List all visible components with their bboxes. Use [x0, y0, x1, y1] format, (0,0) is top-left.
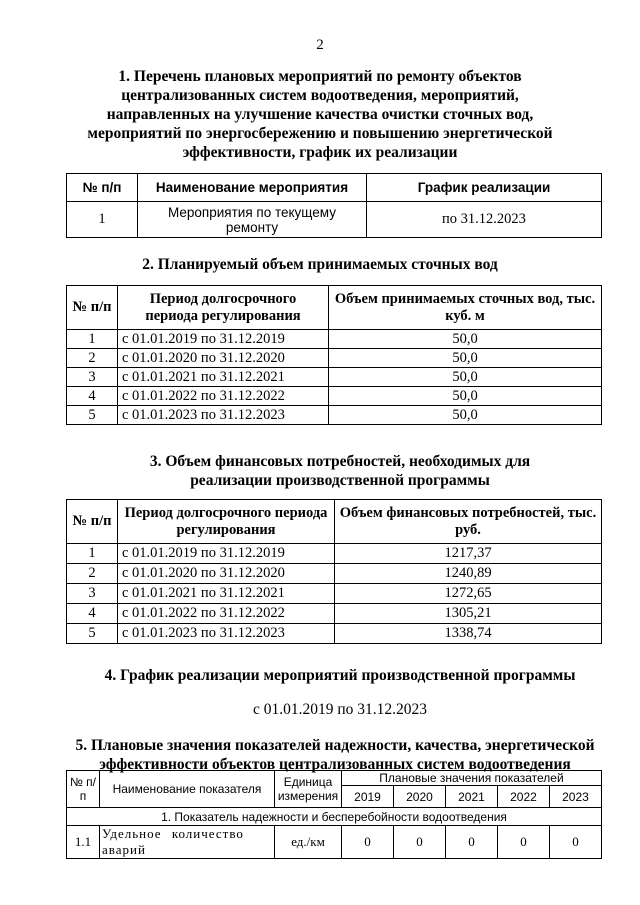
cell-num: 5: [67, 624, 118, 644]
table-header-row: [67, 286, 602, 330]
cell-value: 0: [445, 826, 497, 859]
page-number: 2: [316, 37, 324, 53]
header-year: 2019: [342, 786, 394, 808]
cell-value: 50,0: [329, 406, 602, 425]
header-schedule: График реализации: [367, 174, 602, 202]
cell-activity: Мероприятия по текущему ремонту: [138, 202, 367, 238]
cell-num: 1.1: [67, 826, 100, 859]
cell-period: с 01.01.2021 по 31.12.2021: [118, 584, 335, 604]
cell-period: с 01.01.2021 по 31.12.2021: [118, 368, 329, 387]
header-volume: Объем принимаемых сточных вод, тыс. куб. м: [329, 286, 602, 330]
cell-schedule: по 31.12.2023: [367, 202, 602, 238]
header-num: № п/п: [67, 500, 118, 544]
table-header-row: [67, 771, 602, 786]
header-indicator: Наименование показателя: [100, 771, 275, 808]
cell-value: 1338,74: [335, 624, 602, 644]
cell-value: 1272,65: [335, 584, 602, 604]
header-activity: Наименование мероприятия: [138, 174, 367, 202]
cell-period: с 01.01.2023 по 31.12.2023: [118, 406, 329, 425]
section5-title-line: 5. Плановые значения показателей надежности, качества, энергетической: [75, 737, 595, 754]
cell-period: с 01.01.2023 по 31.12.2023: [118, 624, 335, 644]
section5-title: [10, 736, 640, 774]
cell-value: 1305,21: [335, 604, 602, 624]
section3-title-line: реализации производственной программы: [190, 472, 490, 489]
table-row: [67, 604, 602, 624]
cell-num: 2: [67, 564, 118, 584]
table-row: [67, 387, 602, 406]
cell-unit: ед./км: [275, 826, 342, 859]
header-planned: Плановые значения показателей: [342, 771, 602, 786]
group-title: 1. Показатель надежности и бесперебойности водоотведения: [67, 808, 602, 826]
header-year: 2023: [549, 786, 601, 808]
cell-period: с 01.01.2020 по 31.12.2020: [118, 564, 335, 584]
table-row: [67, 564, 602, 584]
table-row: [67, 826, 602, 859]
header-period: Период долгосрочного периода регулирования: [118, 500, 335, 544]
section2-title: 2. Планируемый объем принимаемых сточных вод: [142, 256, 498, 273]
section4-title: 4. График реализации мероприятий производственной программы: [104, 667, 576, 684]
cell-value: 0: [549, 826, 601, 859]
section1-title-line: мероприятий по энергосбережению и повышению энергетической: [87, 125, 553, 142]
table-row: [67, 202, 602, 238]
table-group-row: [67, 808, 602, 826]
cell-num: 5: [67, 406, 118, 425]
header-num: № п/п: [67, 286, 118, 330]
cell-value: 0: [393, 826, 445, 859]
cell-value: 0: [497, 826, 549, 859]
cell-value: 50,0: [329, 330, 602, 349]
cell-value: 50,0: [329, 349, 602, 368]
section1-title-line: эффективности, график их реализации: [182, 144, 458, 161]
cell-period: с 01.01.2022 по 31.12.2022: [118, 387, 329, 406]
table-header-row: [67, 500, 602, 544]
header-num: № п/п: [67, 771, 100, 808]
cell-num: 1: [67, 202, 138, 238]
section1-title: [20, 67, 620, 162]
section5-title-line: эффективности объектов централизованных систем водоотведения: [99, 756, 571, 773]
table-row: [67, 624, 602, 644]
cell-value: 1217,37: [335, 544, 602, 564]
table-header-row: [67, 174, 602, 202]
section2-table: [66, 285, 602, 425]
cell-value: 50,0: [329, 387, 602, 406]
cell-period: с 01.01.2019 по 31.12.2019: [118, 544, 335, 564]
section1-title-line: централизованных систем водоотведения, мероприятий,: [121, 87, 519, 104]
section3-title: [10, 452, 640, 490]
cell-num: 4: [67, 604, 118, 624]
header-year: 2022: [497, 786, 549, 808]
section4-period: с 01.01.2019 по 31.12.2023: [252, 701, 428, 718]
cell-period: с 01.01.2020 по 31.12.2020: [118, 349, 329, 368]
section1-title-line: направленных на улучшение качества очистки сточных вод,: [106, 106, 534, 123]
cell-num: 3: [67, 584, 118, 604]
cell-num: 2: [67, 349, 118, 368]
section5-table: [66, 770, 602, 859]
header-period: Период долгосрочного периода регулирования: [118, 286, 329, 330]
table-row: [67, 368, 602, 387]
section1-table: [66, 173, 602, 238]
header-year: 2020: [393, 786, 445, 808]
header-num: № п/п: [67, 174, 138, 202]
cell-num: 4: [67, 387, 118, 406]
cell-period: с 01.01.2022 по 31.12.2022: [118, 604, 335, 624]
cell-value: 1240,89: [335, 564, 602, 584]
table-row: [67, 584, 602, 604]
cell-num: 1: [67, 330, 118, 349]
table-row: [67, 406, 602, 425]
table-row: [67, 349, 602, 368]
table-row: [67, 330, 602, 349]
section1-title-line: 1. Перечень плановых мероприятий по ремонту объектов: [118, 68, 522, 85]
section3-table: [66, 499, 602, 644]
cell-value: 50,0: [329, 368, 602, 387]
cell-period: с 01.01.2019 по 31.12.2019: [118, 330, 329, 349]
table-row: [67, 544, 602, 564]
cell-num: 3: [67, 368, 118, 387]
section3-title-line: 3. Объем финансовых потребностей, необходимых для: [149, 453, 531, 470]
header-finance: Объем финансовых потребностей, тыс. руб.: [335, 500, 602, 544]
cell-indicator: Удельное количество аварий: [100, 826, 275, 859]
cell-num: 1: [67, 544, 118, 564]
header-unit: Единица измерения: [275, 771, 342, 808]
header-year: 2021: [445, 786, 497, 808]
cell-value: 0: [342, 826, 394, 859]
